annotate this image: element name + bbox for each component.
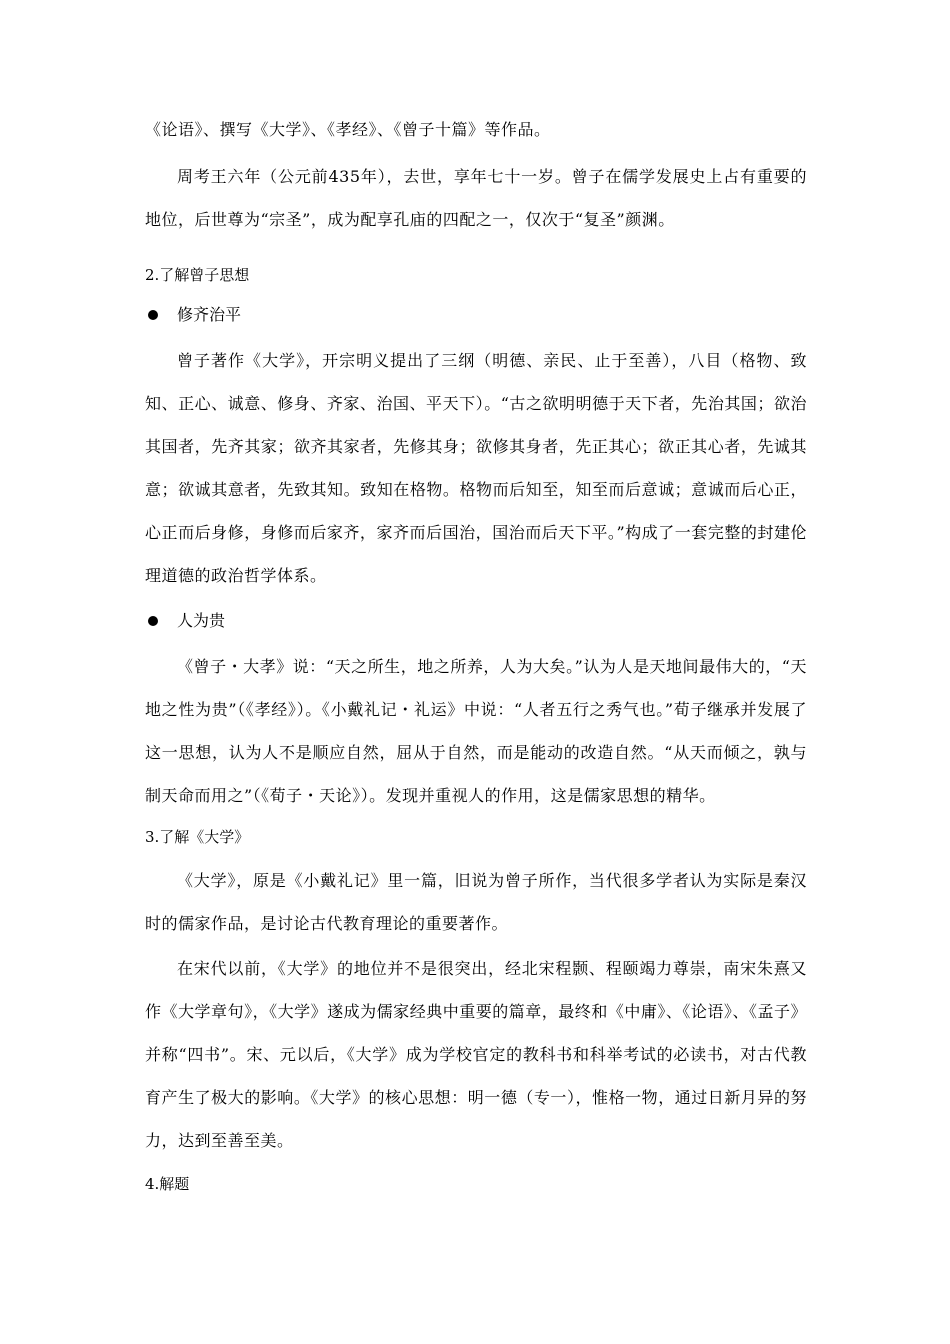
section-heading-3: 3.了解《大学》: [145, 828, 250, 846]
bullet-icon: [148, 310, 158, 320]
paragraph-works: 《论语》、撰写《大学》、《孝经》、《曾子十篇》等作品。: [145, 120, 551, 139]
section-heading-2: 2.了解曾子思想: [145, 266, 250, 284]
bullet-label: 人为贵: [177, 611, 226, 630]
document-page: [145, 108, 807, 1204]
bullet-item-xiuqi: [145, 295, 807, 335]
paragraph-ren-weigui: 《曾子・大孝》说：“天之所生，地之所养，人为大矣。”认为人是天地间最伟大的，“天地之性为贵”（《孝经》）。《小戴礼记・礼运》中说：“人者五行之秀气也。”荀子继承并发展了这一思想，认为人不是顺应自然，屈从于自然，而是能动的改造自然。“从天而倾之，孰与制天命而用之”（《荀子・天论》）。发现并重视人的作用，这是儒家思想的精华。: [145, 657, 807, 805]
paragraph-daxue-origin: 《大学》，原是《小戴礼记》里一篇，旧说为曾子所作，当代很多学者认为实际是秦汉时的儒家作品，是讨论古代教育理论的重要著作。: [145, 871, 807, 933]
paragraph-daxue-thought: 曾子著作《大学》，开宗明义提出了三纲（明德、亲民、止于至善），八目（格物、致知、正心、诚意、修身、齐家、治国、平天下）。“古之欲明明德于天下者，先治其国；欲治其国者，先齐其家；欲齐其家者，先修其身；欲修其身者，先正其心；欲正其心者，先诚其意；欲诚其意者，先致其知。致知在格物。格物而后知至，知至而后意诚；意诚而后心正，心正而后身修，身修而后家齐，家齐而后国治，国治而后天下平。”构成了一套完整的封建伦理道德的政治哲学体系。: [145, 351, 807, 585]
paragraph-death: 周考王六年（公元前435年），去世，享年七十一岁。曾子在儒学发展史上占有重要的地位，后世尊为“宗圣”，成为配享孔庙的四配之一，仅次于“复圣”颜渊。: [145, 167, 807, 229]
bullet-label: 修齐治平: [177, 305, 242, 324]
bullet-item-renweigui: [145, 601, 807, 641]
section-heading-4: 4.解题: [145, 1175, 190, 1193]
bullet-icon: [148, 616, 158, 626]
paragraph-daxue-status: 在宋代以前，《大学》的地位并不是很突出，经北宋程颢、程颐竭力尊崇，南宋朱熹又作《大学章句》，《大学》遂成为儒家经典中重要的篇章，最终和《中庸》、《论语》、《孟子》并称“四书”。宋、元以后，《大学》成为学校官定的教科书和科举考试的必读书，对古代教育产生了极大的影响。《大学》的核心思想：明一德（专一），惟格一物，通过日新月异的努力，达到至善至美。: [145, 959, 807, 1150]
